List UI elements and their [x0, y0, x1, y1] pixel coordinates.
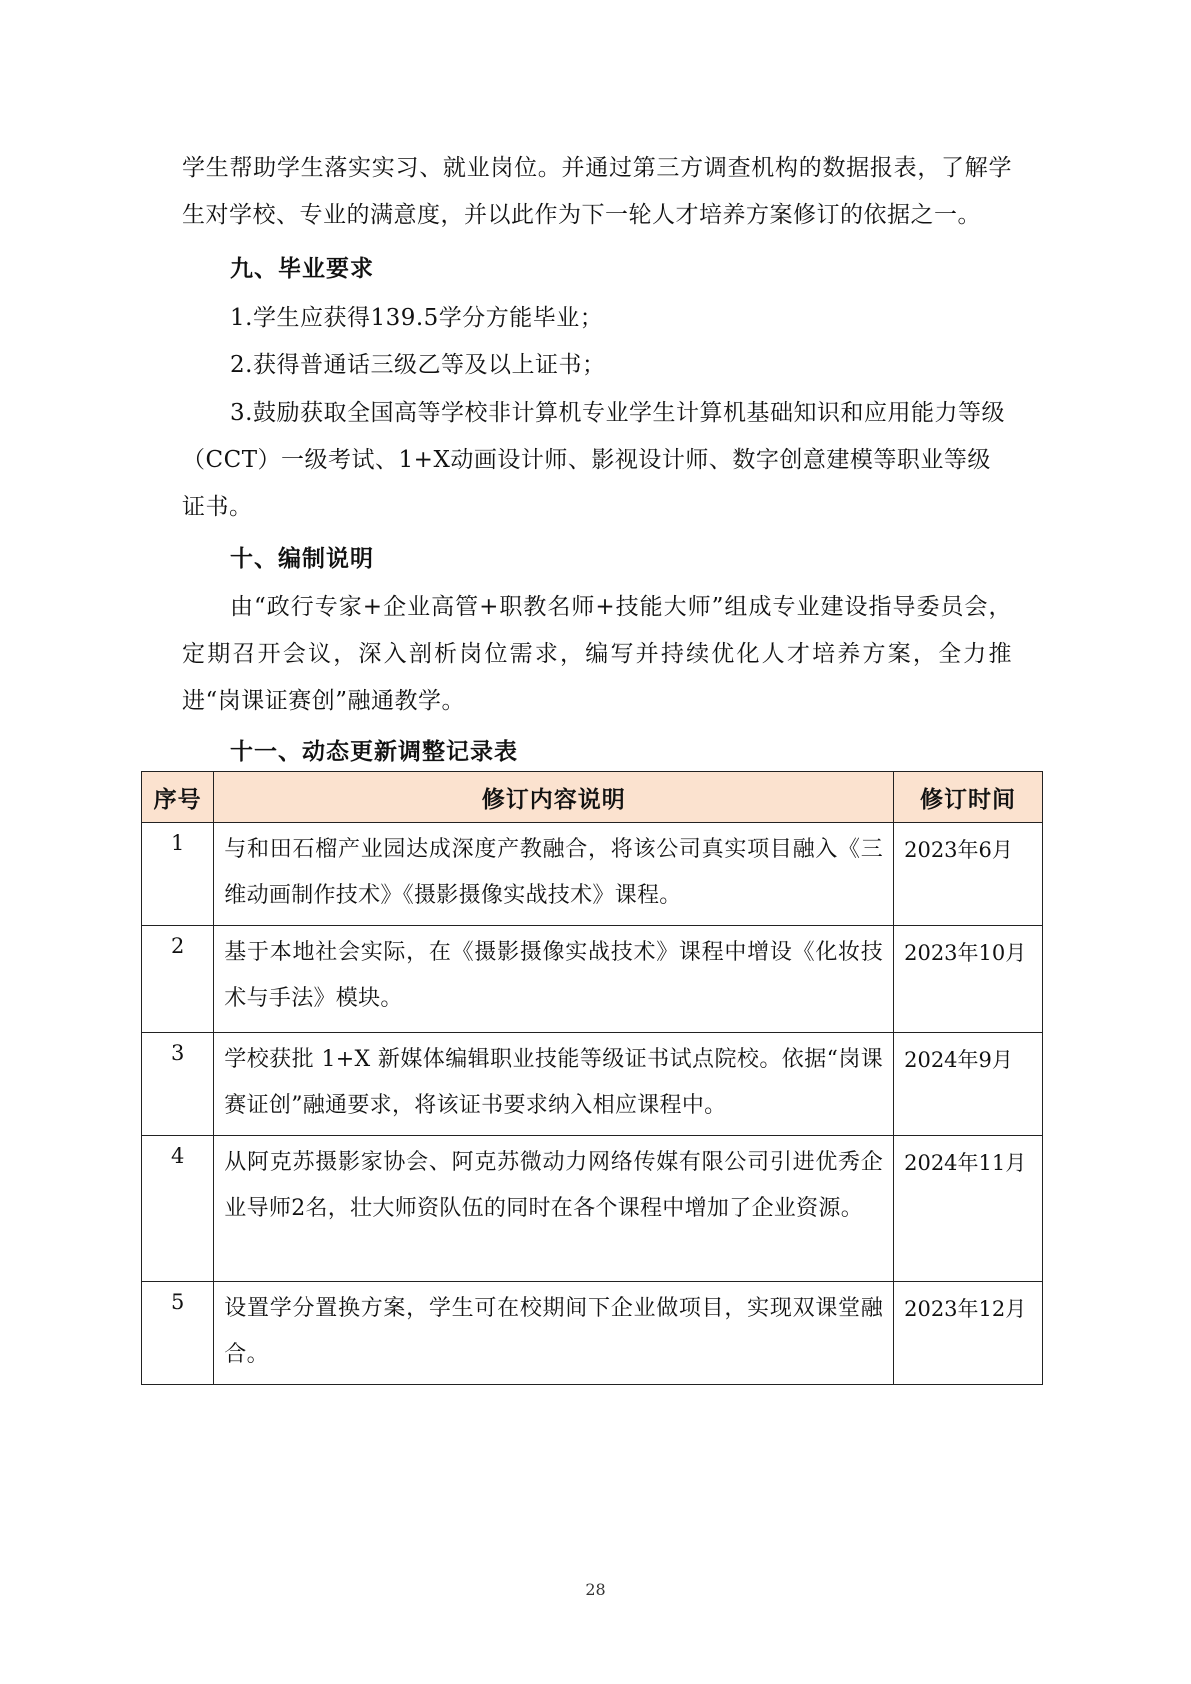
row-time: 2024年9月: [894, 1033, 1043, 1136]
header-serial-number: 序号: [142, 772, 214, 823]
requirement-item-1: 1.学生应获得139.5学分方能毕业；: [230, 305, 604, 331]
intro-paragraph: 学生帮助学生落实实习、就业岗位。并通过第三方调查机构的数据报表，了解学生对学校、专业的满意度，并以此作为下一轮人才培养方案修订的依据之一。: [182, 155, 1012, 228]
row-description: 学校获批 1+X 新媒体编辑职业技能等级证书试点院校。依据“岗课赛证创”融通要求，将该证书要求纳入相应课程中。: [214, 1033, 894, 1136]
row-number: 1: [142, 823, 214, 926]
table-header-row: [142, 772, 1043, 823]
revision-record-table: [141, 771, 1043, 1385]
requirement-item-2: 2.获得普通话三级乙等及以上证书；: [230, 352, 606, 378]
table-row: [142, 926, 1043, 1033]
table-row: [142, 1033, 1043, 1136]
section-heading-compilation-notes: 十、编制说明: [230, 546, 374, 572]
table-row: [142, 1136, 1043, 1282]
table-row: [142, 1282, 1043, 1385]
row-number: 4: [142, 1136, 214, 1282]
row-description: 基于本地社会实际，在《摄影摄像实战技术》课程中增设《化妆技术与手法》模块。: [214, 926, 894, 1033]
section-heading-graduation-requirements: 九、毕业要求: [230, 256, 374, 282]
table-row: [142, 823, 1043, 926]
row-time: 2023年10月: [894, 926, 1043, 1033]
row-number: 3: [142, 1033, 214, 1136]
row-description: 从阿克苏摄影家协会、阿克苏微动力网络传媒有限公司引进优秀企业导师2名，壮大师资队伍的同时在各个课程中增加了企业资源。: [214, 1136, 894, 1282]
row-number: 2: [142, 926, 214, 1033]
section-heading-revision-record: 十一、动态更新调整记录表: [230, 739, 518, 765]
requirement-item-3: 3.鼓励获取全国高等学校非计算机专业学生计算机基础知识和应用能力等级（CCT）一级考试、1+X动画设计师、影视设计师、数字创意建模等职业等级证书。: [182, 400, 1005, 520]
row-time: 2024年11月: [894, 1136, 1043, 1282]
header-revision-time: 修订时间: [894, 772, 1043, 823]
row-time: 2023年6月: [894, 823, 1043, 926]
header-revision-description: 修订内容说明: [214, 772, 894, 823]
page-number: 28: [585, 1580, 606, 1599]
row-description: 与和田石榴产业园达成深度产教融合，将该公司真实项目融入《三维动画制作技术》《摄影摄像实战技术》课程。: [214, 823, 894, 926]
row-number: 5: [142, 1282, 214, 1385]
row-time: 2023年12月: [894, 1282, 1043, 1385]
compilation-notes-paragraph: 由“政行专家+企业高管+职教名师+技能大师”组成专业建设指导委员会，定期召开会议，深入剖析岗位需求，编写并持续优化人才培养方案，全力推进“岗课证赛创”融通教学。: [182, 594, 1012, 714]
row-description: 设置学分置换方案，学生可在校期间下企业做项目，实现双课堂融合。: [214, 1282, 894, 1385]
